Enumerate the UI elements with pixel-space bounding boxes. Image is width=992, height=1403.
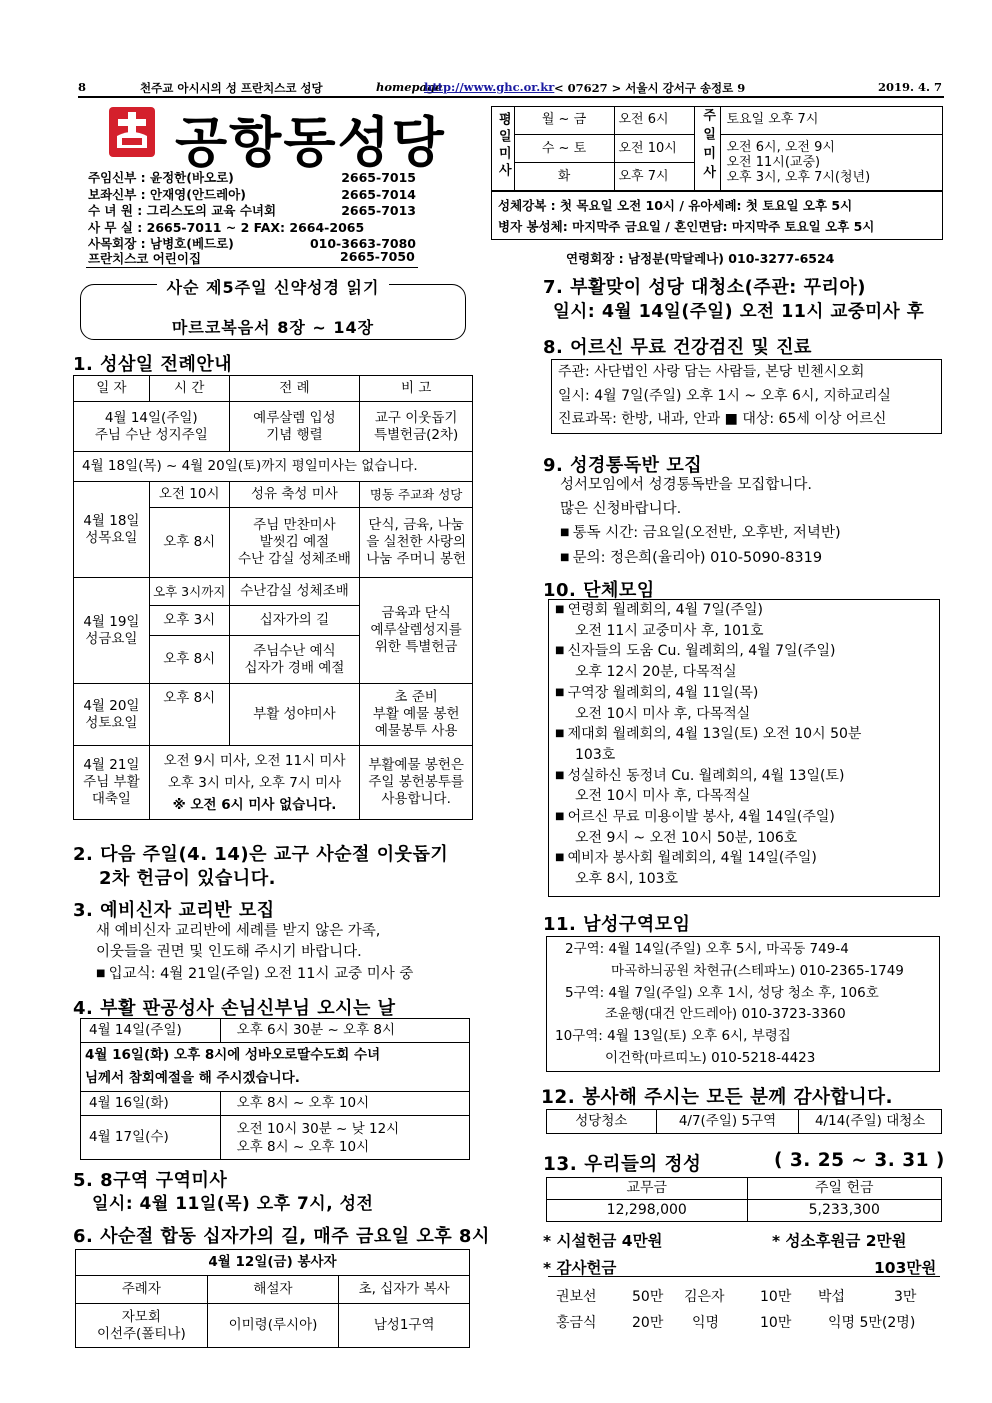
address: < 07627 > 서울시 강서구 송정로 9 <box>554 81 746 95</box>
homepage-label: homepage <box>376 80 443 94</box>
table-header: 해설자 <box>207 1276 339 1304</box>
table-cell: 초 준비 부활 예물 봉헌 예물봉투 사용 <box>360 684 473 746</box>
table-cell: 오후 6시 30분 ~ 오후 8시 <box>220 1019 469 1043</box>
table-cell: 자모회 이선주(폴티나) <box>76 1304 208 1348</box>
weekday-day: 수 ~ 토 <box>514 135 614 163</box>
section-10-box: ■ 연령회 월례회의, 4월 7일(주일) 오전 11시 교중미사 후, 101호 ■ 신자들의 도움 Cu. 월례회의, 4월 7일(주일) 오후 12시 20분, 다목적실 ■ 구역장 월례회의, 4월 11일(목) 오전 10시 미사 후, 다목적실 ■ 제대회 월례회의, 4월 13일(토) 오전 10시 50분 103호 ■ 성실하신 동정녀 Cu. 월례회의, 4월 13일(토) 오전 10시 미사 후, 다목적실 ■ 어르신 무료 미용이발 봉사, 4월 14일(주일) 오전 9시 ~ 오전 10시 50분, 106호 ■ 예비자 봉사회 월례회의, 4월 14일(주일) 오후 8시, 103호 <box>548 599 940 897</box>
table-header: 교무금 <box>547 1178 748 1200</box>
table-cell: 4/14(주일) 대청소 <box>799 1110 942 1134</box>
saturday-mass: 토요일 오후 7시 <box>720 107 942 135</box>
mass-schedule <box>491 106 943 240</box>
staff-row: 주임신부 : 윤정한(바오로) 2665-7015 <box>88 170 416 185</box>
table-cell: 수난감실 성체조배 <box>229 578 360 606</box>
volunteer-table <box>546 1109 942 1134</box>
kindergarten-label: 프란치스코 어린이집 <box>88 251 202 266</box>
table-header: 4월 12일(금) 봉사자 <box>76 1250 470 1276</box>
table-cell: 4월 20일 성토요일 <box>74 684 150 746</box>
section-12-title: 12. 봉사해 주시는 모든 분께 감사합니다. <box>541 1087 894 1108</box>
parish-title: 공항동성당 <box>175 111 446 174</box>
lenten-line1: 사순 제5주일 신약성경 읽기 <box>81 275 465 298</box>
parish-logo <box>108 106 156 158</box>
section-8-box: 주관: 사단법인 사랑 담는 사람들, 본당 빈첸시오회 일시: 4월 7일(주일) 오후 1시 ~ 오후 6시, 지하교리실 진료과목: 한방, 내과, 안과 ■ 대상: 65세 이상 어르신 <box>551 359 942 434</box>
association-head: 연령회장 : 남정분(막달레나) 010-3277-6524 <box>566 251 835 266</box>
list-item: ■ 예비자 봉사회 월례회의, 4월 14일(주일) <box>555 848 933 869</box>
top-info-line <box>78 78 944 98</box>
table-cell: 4월 21일 주님 부활 대축일 <box>74 746 150 820</box>
table-cell: 단식, 금육, 나눔 을 실천한 사랑의 나눔 주머니 봉헌 <box>360 508 473 578</box>
list-item: ■ 제대회 월례회의, 4월 13일(토) 오전 10시 50분 <box>555 724 933 745</box>
table-cell: 오전 10시 <box>149 482 229 508</box>
table-header: 초, 십자가 복사 <box>339 1276 470 1304</box>
table-cell: 오후 8시 <box>149 508 229 578</box>
table-cell: 4월 14일(주일) <box>81 1019 221 1043</box>
weekday-time: 오전 6시 <box>614 107 694 135</box>
table-cell: 예루살렘 입성 기념 행렬 <box>229 402 360 452</box>
weekday-day: 월 ~ 금 <box>514 107 614 135</box>
table-header: 주일 헌금 <box>747 1178 942 1200</box>
section-2-title: 2. 다음 주일(4. 14)은 교구 사순절 이웃돕기 2차 헌금이 있습니다. <box>73 844 449 889</box>
lenten-reading-box <box>80 278 466 340</box>
table-cell: 오전 9시 미사, 오전 11시 미사 오후 3시 미사, 오후 7시 미사 ※ 오전 6시 미사 없습니다. <box>149 746 359 820</box>
table-cell: 4월 17일(수) <box>81 1116 221 1160</box>
weekday-day: 화 <box>514 163 614 191</box>
section-13-title: 13. 우리들의 정성 <box>543 1154 702 1175</box>
weekday-time: 오후 7시 <box>614 163 694 191</box>
triduum-table <box>73 375 473 820</box>
table-cell: 주님수난 예식 십자가 경배 예절 <box>229 636 360 684</box>
table-cell: 부활예물 봉헌은 주일 봉헌봉투를 사용합니다. <box>360 746 473 820</box>
donor-row: 권보선 50만 김은자 10만 박섭 3만 <box>556 1289 917 1305</box>
lenten-line2: 마르코복음서 8장 ~ 14장 <box>171 318 375 337</box>
table-cell: 명동 주교좌 성당 <box>360 482 473 508</box>
table-cell: 오후 3시까지 <box>149 578 229 606</box>
table-cell: 이미령(루시아) <box>207 1304 339 1348</box>
list-item: ■ 연령회 월례회의, 4월 7일(주일) <box>555 600 933 621</box>
donor-row: 홍금식 20만 익명 10만 익명 5만(2명) <box>556 1315 916 1331</box>
staff-row: 사목회장 : 남병호(베드로) 010-3663-7080 <box>88 236 416 251</box>
list-item: ■ 신자들의 도움 Cu. 월례회의, 4월 7일(주일) <box>555 641 933 662</box>
table-cell: 4월 16일(화) <box>81 1092 221 1116</box>
table-cell: 12,298,000 <box>547 1200 748 1222</box>
issue-date: 2019. 4. 7 <box>877 80 942 94</box>
confession-table <box>80 1018 470 1160</box>
mass-note: 병자 봉성체: 마지막주 금요일 / 혼인면담: 마지막주 토요일 오후 5시 <box>498 219 875 234</box>
list-item: ■ 어르신 무료 미용이발 봉사, 4월 14일(주일) <box>555 807 933 828</box>
table-cell: 4월 14일(주일) 주님 수난 성지주일 <box>74 402 230 452</box>
staff-list <box>88 170 418 253</box>
table-cell: 교구 이웃돕기 특별헌금(2차) <box>360 402 473 452</box>
parish-name: 천주교 아시시의 성 프란치스코 성당 <box>140 81 323 95</box>
section-11-box: 2구역: 4월 14일(주일) 오후 5시, 마곡동 749-4 마곡하늬공원 차현규(스테파노) 010-2365-1749 5구역: 4월 7일(주일) 오후 1시, 성당 청소 후, 106호 조윤행(대건 안드레아) 010-3723-3360 10구역: 4월 13일(토) 오후 6시, 부령집 이건학(마르띠노) 010-5218-4423 <box>546 936 940 1072</box>
table-cell: 오전 10시 30분 ~ 낮 12시 오후 8시 ~ 오후 10시 <box>220 1116 469 1160</box>
donor-list <box>552 1284 940 1336</box>
section-3-title: 3. 예비신자 교리반 모집 <box>73 900 275 921</box>
homepage-link[interactable]: http://www.ghc.or.kr <box>424 80 555 94</box>
table-header: 전 례 <box>229 376 360 402</box>
section-7-title: 7. 부활맞이 성당 대청소(주관: 꾸리아) <box>543 277 867 298</box>
section-10-title: 10. 단체모임 <box>543 580 655 601</box>
section-9-title: 9. 성경통독반 모집 <box>543 455 703 476</box>
table-cell: 주님 만찬미사 발씻김 예절 수난 감실 성체조배 <box>229 508 360 578</box>
table-cell: 성당청소 <box>547 1110 657 1134</box>
divider <box>548 1276 940 1277</box>
mass-note: 성체강복 : 첫 목요일 오전 10시 / 유아세례: 첫 토요일 오후 5시 <box>498 198 853 213</box>
offering-period: ( 3. 25 ~ 3. 31 ) <box>774 1150 945 1171</box>
table-header: 주례자 <box>76 1276 208 1304</box>
kindergarten-phone: 2665-7050 <box>340 249 415 264</box>
divider <box>86 267 418 268</box>
section-11-title: 11. 남성구역모임 <box>543 914 691 935</box>
penance-notice: 4월 16일(화) 오후 8시에 성바오로딸수도회 수녀 님께서 참회예절을 해 주시겠습니다. <box>81 1043 470 1092</box>
page-number: 8 <box>78 80 87 94</box>
table-header: 비 고 <box>360 376 473 402</box>
vocation-offering: * 성소후원금 2만원 <box>772 1232 907 1250</box>
section-5-body: 일시: 4월 11일(목) 오후 7시, 성전 <box>92 1194 374 1214</box>
offering-table <box>546 1177 942 1222</box>
staff-row: 수 녀 원 : 그리스도의 교육 수녀회 2665-7013 <box>88 203 416 218</box>
table-cell: 4월 19일 성금요일 <box>74 578 150 684</box>
table-cell: 오후 3시 <box>149 606 229 636</box>
section-4-title: 4. 부활 판공성사 손님신부님 오시는 날 <box>73 998 396 1019</box>
table-cell: 금육과 단식 예루살렘성지를 위한 특별헌금 <box>360 578 473 684</box>
no-weekday-mass-notice: 4월 18일(목) ~ 4월 20일(토)까지 평일미사는 없습니다. <box>74 452 473 482</box>
stations-table <box>75 1249 470 1348</box>
table-cell: 부활 성야미사 <box>229 684 360 746</box>
table-header: 시 간 <box>149 376 229 402</box>
section-6-title: 6. 사순절 합동 십자가의 길, 매주 금요일 오후 8시 <box>73 1226 490 1247</box>
table-cell: 오후 8시 <box>149 684 229 746</box>
weekday-time: 오전 10시 <box>614 135 694 163</box>
list-item: ■ 구역장 월례회의, 4월 11일(목) <box>555 683 933 704</box>
section-8-title: 8. 어르신 무료 건강검진 및 진료 <box>543 337 812 358</box>
section-5-title: 5. 8구역 구역미사 <box>73 1170 228 1191</box>
staff-row: 보좌신부 : 안재영(안드레아) 2665-7014 <box>88 186 416 202</box>
section-7-body: 일시: 4월 14일(주일) 오전 11시 교중미사 후 <box>553 302 925 322</box>
table-cell: 성유 축성 미사 <box>229 482 360 508</box>
thanks-offering-label: * 감사헌금 <box>543 1259 617 1277</box>
table-cell: 4/7(주일) 5구역 <box>656 1110 799 1134</box>
weekday-mass-label: 평일미사 <box>492 107 514 191</box>
table-cell: 오후 8시 ~ 오후 10시 <box>220 1092 469 1116</box>
table-cell: 남성1구역 <box>339 1304 470 1348</box>
section-3-body: 새 예비신자 교리반에 세례를 받지 않은 가족, 이웃들을 권면 및 인도해 주시기 바랍니다. ■ 입교식: 4월 21일(주일) 오전 11시 교중 미사 중 <box>96 921 413 985</box>
list-item: ■ 성실하신 동정녀 Cu. 월례회의, 4월 13일(토) <box>555 766 933 787</box>
sunday-mass-label: 주일미사 <box>694 107 720 191</box>
thanks-offering-total: 103만원 <box>874 1259 937 1277</box>
table-cell: 5,233,300 <box>747 1200 942 1222</box>
sunday-mass-times: 오전 6시, 오전 9시 오전 11시(교중) 오후 3시, 오후 7시(청년) <box>720 135 942 191</box>
facility-offering: * 시설헌금 4만원 <box>543 1232 663 1250</box>
section-1-title: 1. 성삼일 전례안내 <box>73 354 233 375</box>
table-cell: 오후 8시 <box>149 636 229 684</box>
section-9-body: 성서모임에서 성경통독반을 모집합니다. 많은 신청바랍니다. ■ 통독 시간: 금요일(오전반, 오후반, 저녁반) ■ 문의: 정은희(율리아) 010-5090-8319 <box>560 474 841 570</box>
table-cell: 4월 18일 성목요일 <box>74 482 150 578</box>
staff-row: 사 무 실 : 2665-7011 ~ 2 FAX: 2664-2065 <box>88 219 365 235</box>
table-cell: 십자가의 길 <box>229 606 360 636</box>
table-header: 일 자 <box>74 376 150 402</box>
